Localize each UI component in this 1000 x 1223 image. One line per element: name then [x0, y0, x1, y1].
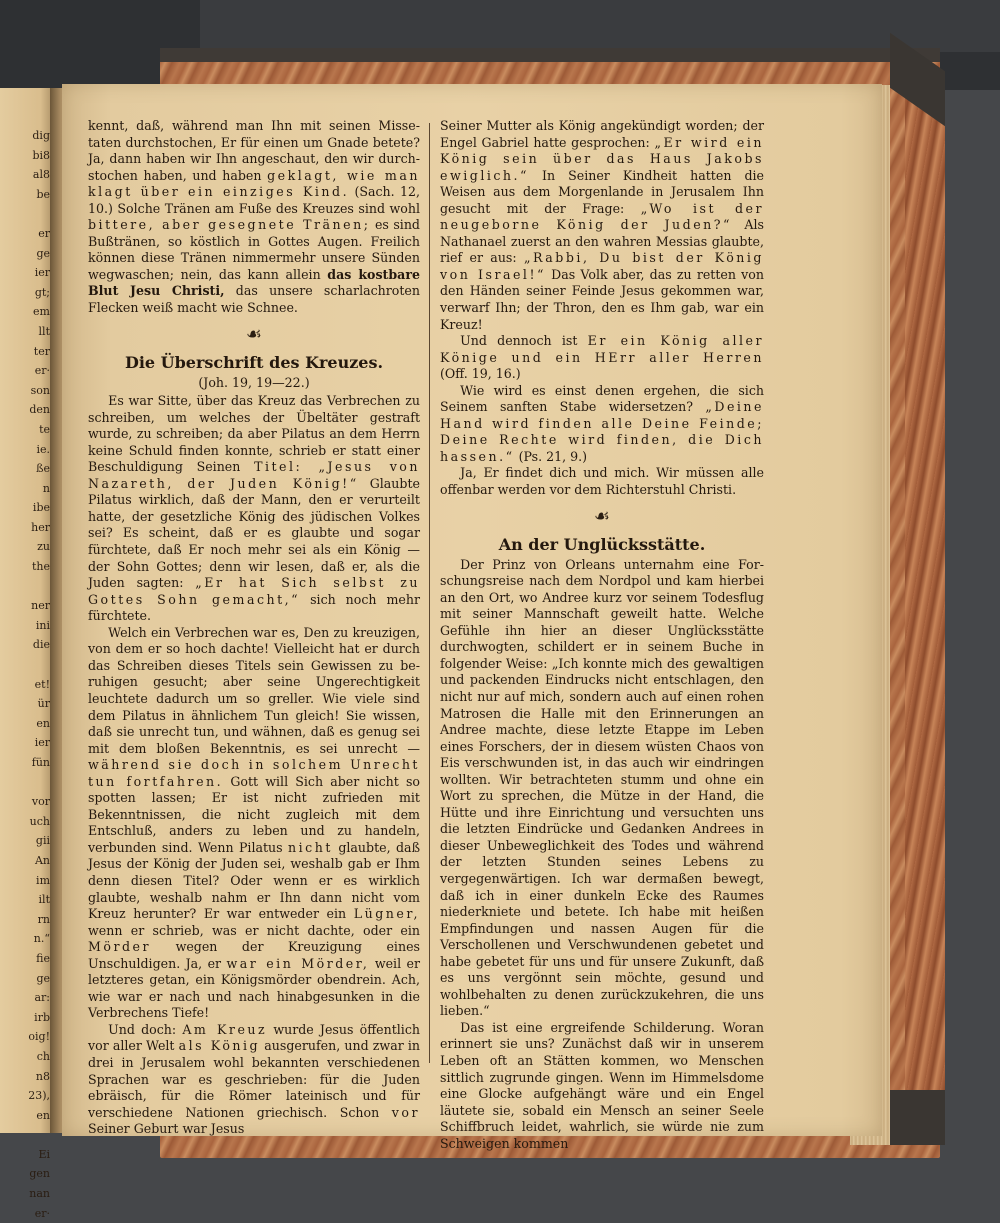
- marbled-cover-edge: [905, 90, 945, 1140]
- left-page-fragment: llt: [38, 324, 50, 338]
- left-page-fragment: ter: [33, 344, 50, 358]
- left-page-fragment: em: [33, 305, 50, 319]
- paragraph: Ja, Er findet dich und mich. Wir müssen alle offenbar werden vor dem Richterstuhl Christi.: [440, 465, 764, 498]
- spaced-text: während sie doch in solchem Unrecht tun fortfahren.: [88, 757, 420, 789]
- text: Gott will Sich aber nicht so spotten lassen; Er ist nicht zufrieden mit Bekenntnissen, die nicht zugleich mit dem Entschluß, anders zu leben und zu handeln, verbunden sind. Wenn Pilatus: [88, 773, 420, 855]
- spaced-text: Titel: „Jesus von Nazareth, der Juden König!“: [88, 459, 420, 491]
- scanner-band: [200, 0, 1000, 52]
- left-page-fragment: ie.: [36, 442, 50, 456]
- spaced-text: Am Kreuz: [182, 1021, 268, 1037]
- paragraph: Das ist eine ergreifende Schilderung. Woran erinnert sie uns? Zunächst daß wir in unserem Leben oft an Stätten kommen, wo Menschen sittlich zugrunde gingen. Wenn im Himmelsdome eine Glocke aufgehängt wäre und ein Engel läutete sie, sobald ein Mensch an seiner Seele Schiffbruch leidet, wahrlich, sie würde nie zum Schweigen kommen: [440, 1019, 764, 1151]
- section-heading: Die Überschrift des Kreuzes.: [124, 352, 384, 372]
- ornament-icon: ☙: [245, 323, 263, 345]
- paragraph: Der Prinz von Orleans unternahm eine Forschungsreise nach dem Nordpol und kam hierbei an den Ort, wo Andree kurz vor seinem Todesflug mit seiner Mannschaft geweilt hatte. Welche Gefühle ihn hier an dieser Unglücksstätte durchwogten, schildert er in seinem Buche in folgender Weise: „Ich konnte mich des gewaltigen und packenden Eindrucks nicht entschlagen, den nicht nur auf mich, sondern auch auf einen rohen Matrosen die Halle mit den Erinnerungen an Andree machte, diese letzte Etappe im Leben eines Forschers, der in diesem wüsten Chaos von Eis verschwunden ist, in das auch wir eindringen wollten. Wir betrachteten stumm und ohne ein Wort zu sprechen, die Mütze in der Hand, die Hütte und ihre Einrichtung und versuchten uns die letzten Eindrücke und Gedanken Andrees in dieser Unbeweglichkeit des Todes und während der letzten Stunden seines Lebens zu vergegenwärtigen. Ich war dermaßen bewegt, daß ich in einer dunkeln Ecke des Raumes niederkniete und betete. Ich habe mit heißen Empfindungen und nassen Augen für die Verschollenen und Verschwundenen gebetet und habe gebetet für uns und für unsere Zukunft, daß es uns vergönnt sein möchte, gesund und wohlbehalten zu denen zurückzukehren, die uns lieben.“: [440, 556, 764, 1019]
- left-page-fragment: en: [36, 1108, 50, 1122]
- spaced-text: Er ein König aller Könige und ein HErr aller Herren: [440, 333, 764, 365]
- paragraph: [88, 625, 420, 1022]
- left-page-fragment: uch: [29, 814, 50, 828]
- paragraph: [440, 383, 764, 466]
- left-page-fragment: [0, 773, 50, 793]
- text: kennt, daß, während man Ihn mit seinen Missetaten durchstochen, Er für einen um Gnade betete? Ja, dann haben wir Ihn angeschaut, den wir durchstochen haben, und haben: [88, 118, 420, 183]
- left-page-fragment: im: [36, 873, 50, 887]
- left-page-fragment: [0, 655, 50, 675]
- text: wenn er schrieb, was er nicht dachte, oder ein: [88, 922, 420, 938]
- left-page-fragment: [0, 204, 50, 224]
- scripture-reference: (Joh. 19, 19—22.): [198, 374, 310, 390]
- spaced-text: als König: [178, 1038, 261, 1054]
- left-page-text-fragments: [0, 126, 50, 1223]
- spaced-text: Lügner,: [353, 906, 420, 922]
- column-divider: [429, 123, 430, 1063]
- text: Seiner Geburt war Jesus: [88, 1121, 245, 1137]
- cover-corner-bottom: [890, 1090, 945, 1145]
- text: Wie wird es einst denen ergehen, die sich Seinem sanften Stabe widersetzen?: [440, 382, 764, 415]
- text: ausgerufen, und zwar in drei in Jerusalem wohl bekannten verschiedenen Sprachen war es geschrieben: für die Juden ebräisch, für die Römer lateinisch und für verschiedene Nationen griechisch. Schon: [88, 1038, 420, 1120]
- left-page-fragment: gt;: [34, 285, 50, 299]
- left-page-fragment: rn: [37, 912, 50, 926]
- spaced-text: Mörder: [88, 939, 152, 955]
- left-page-fragment: ge: [36, 246, 50, 260]
- spaced-text: nicht: [288, 839, 333, 855]
- left-page-fragment: [0, 577, 50, 597]
- left-page-fragment: be: [36, 187, 50, 201]
- left-page-fragment: ibe: [32, 501, 50, 515]
- section-heading: An der Unglücksstätte.: [498, 534, 706, 554]
- left-page-fragment: ner: [31, 599, 50, 613]
- spaced-text: „Deine Hand wird finden alle Deine Feinde; Deine Rechte wird finden, die Dich hassen.“: [440, 399, 764, 464]
- left-page-fragment: ür: [37, 697, 50, 711]
- left-page-fragment: gen: [29, 1167, 50, 1181]
- paragraph: [88, 393, 420, 625]
- text: das unsere scharlachroten Flecken weiß macht wie Schnee.: [88, 283, 420, 316]
- text: (Off. 19, 16.): [440, 366, 521, 382]
- left-page-fragment: zu: [37, 540, 50, 554]
- left-page-fragment: ini: [35, 618, 50, 632]
- left-page-fragment: An: [34, 853, 50, 867]
- left-page-fragment: ar:: [34, 991, 50, 1005]
- left-page-fragment: fie: [36, 951, 50, 965]
- text: weil er letzteres getan, ein Königsmörder obendrein. Ach, wie war er nach und nach hinabgesunken in die Verbrechens Tiefe!: [88, 955, 420, 1021]
- left-page-fragment: ße: [36, 462, 50, 476]
- left-page-fragment: nan: [29, 1187, 50, 1201]
- text: sich noch mehr fürchtete.: [88, 591, 420, 624]
- paragraph: [440, 118, 764, 333]
- paragraph: [440, 333, 764, 383]
- left-page-fragment: ch: [36, 1049, 50, 1063]
- text: Seiner Mutter als König angekündigt worden; der Engel Gabriel hatte gesprochen:: [440, 118, 764, 150]
- left-page-fragment: er: [38, 226, 50, 240]
- spaced-text: geklagt, wie man klagt über ein einziges Kind.: [88, 167, 420, 200]
- spaced-text: „Rabbi, Du bist der König von Israel!“: [440, 250, 764, 282]
- spaced-text: bittere, aber gesegnete Tränen;: [88, 217, 371, 233]
- left-page-fragment: her: [31, 520, 50, 534]
- text: wegen der Kreuzigung eines Unschuldigen. Ja, er: [88, 939, 420, 971]
- text: Welch ein Verbrechen war es, Den zu kreuzigen, von dem er so hoch dachte! Vielleicht hat er durch das Schreiben dieses Titels sein Gewissen zu beruhigen gesucht; aber seine Ungerechtigkeit leuchtete dadurch um so greller. Wie viele sind dem Pilatus in ähnlichem Tun gleich! Sie wissen, daß sie unrecht tun, und wähnen, daß es genug sei mit dem bloßen Bekenntnis, es sei unrecht —: [88, 624, 420, 756]
- left-page-fragment: al8: [32, 168, 50, 182]
- cover-top-edge: [160, 48, 940, 62]
- text: glaubte, daß Jesus der König der Juden sei, weshalb gab er Ihm denn diesen Titel? Oder wenn er es wirklich glaubte, weshalb nahm er Ihn dann nicht vom Kreuz herunter? Er war entweder ein: [88, 839, 420, 922]
- left-page-fragment: Ei: [38, 1147, 50, 1161]
- left-page-fragment: ier: [34, 266, 50, 280]
- text: Es war Sitte, über das Kreuz das Verbrechen zu schreiben, um welches der Übeltäter gestraft wurde, zu schreiben; da aber Pilatus an dem Herrn keine Schuld finden konnte, schrieb er statt einer Beschuldigung Seinen: [88, 393, 420, 475]
- spaced-text: war ein Mörder,: [226, 955, 370, 971]
- left-page-fragment: ier: [34, 736, 50, 750]
- left-page-fragment: die: [32, 638, 50, 652]
- ornament-icon: ☙: [593, 505, 611, 527]
- left-page-fragment: bi8: [32, 148, 50, 162]
- text: (Ps. 21, 9.): [518, 448, 588, 464]
- right-column: [440, 118, 764, 1152]
- left-page-fragment: gii: [35, 834, 50, 848]
- left-page-fragment: n: [42, 481, 50, 495]
- left-page-fragment: er·: [34, 364, 50, 378]
- left-page-fragment: son: [30, 383, 50, 397]
- left-page-fragment: oig!: [28, 1030, 50, 1044]
- left-page-fragment: en: [36, 716, 50, 730]
- spaced-text: „Er wird ein König sein über das Haus Jakobs ewiglich.“: [440, 134, 765, 183]
- left-page-fragment: n.“: [33, 932, 50, 946]
- left-page-fragment: te: [39, 422, 50, 436]
- spaced-text: „Er hat Sich selbst zu Gottes Sohn gemacht,“: [88, 575, 420, 607]
- left-page-fragment: den: [29, 403, 50, 417]
- text: es sind Bußtränen, so köstlich in Gottes Augen. Freilich können diese Tränen nimmermehr unsere Sünden wegwaschen; nein, das kann allein: [88, 217, 420, 282]
- text: Und dennoch ist: [460, 333, 578, 349]
- text: Glaubte Pilatus wirklich, daß der Mann, den er verurteilt hatte, der gesetzliche König des jüdischen Volkes sei? Es scheint, daß er es glaubte und sogar fürchtete, daß Er noch mehr sei als ein König — der Sohn Gottes; denn wir lesen, daß er, als die Juden sagten:: [88, 475, 420, 591]
- left-page-fragment: vor: [31, 795, 50, 809]
- left-page-fragment: ilt: [38, 893, 50, 907]
- left-page-fragment: er·: [34, 1206, 50, 1220]
- left-page-fragment: irb: [34, 1010, 50, 1024]
- spaced-text: „Wo ist der neugeborne König der Juden?“: [440, 200, 764, 233]
- left-page-fragment: 23),: [28, 1089, 50, 1103]
- paragraph: [88, 118, 420, 317]
- text: Als Nathanael zuerst an den wahren Messias glaubte, rief er aus:: [440, 217, 764, 266]
- paragraph: [88, 1022, 420, 1138]
- text: wurde Jesus öffentlich vor aller Welt: [88, 1021, 420, 1054]
- left-page-fragment: et!: [34, 677, 50, 691]
- left-page-fragment: the: [31, 560, 50, 574]
- text: Das Volk aber, das zu retten von den Händen seiner Feinde Jesus gekommen war, verwarf Ihn; der Thron, den es Ihm gab, war ein Kreuz!: [440, 266, 764, 332]
- left-page-fragment: dig: [32, 129, 50, 142]
- bold-text: das kostbare Blut Jesu Christi,: [88, 266, 420, 299]
- left-page-fragment: [0, 1125, 50, 1145]
- text: In Seiner Kindheit hatten die Weisen aus dem Morgenlande in Jerusalem Ihn gesucht mit der Frage:: [440, 167, 764, 216]
- left-page-fragment: fün: [31, 756, 50, 769]
- left-page-fragment: ge: [36, 971, 50, 985]
- left-column: [88, 118, 420, 1138]
- left-page-fragment: n8: [35, 1069, 50, 1083]
- spaced-text: vor: [391, 1104, 420, 1120]
- text: (Sach. 12, 10.) Solche Tränen am Fuße des Kreuzes sind wohl: [88, 184, 420, 216]
- text: Und doch:: [108, 1021, 177, 1037]
